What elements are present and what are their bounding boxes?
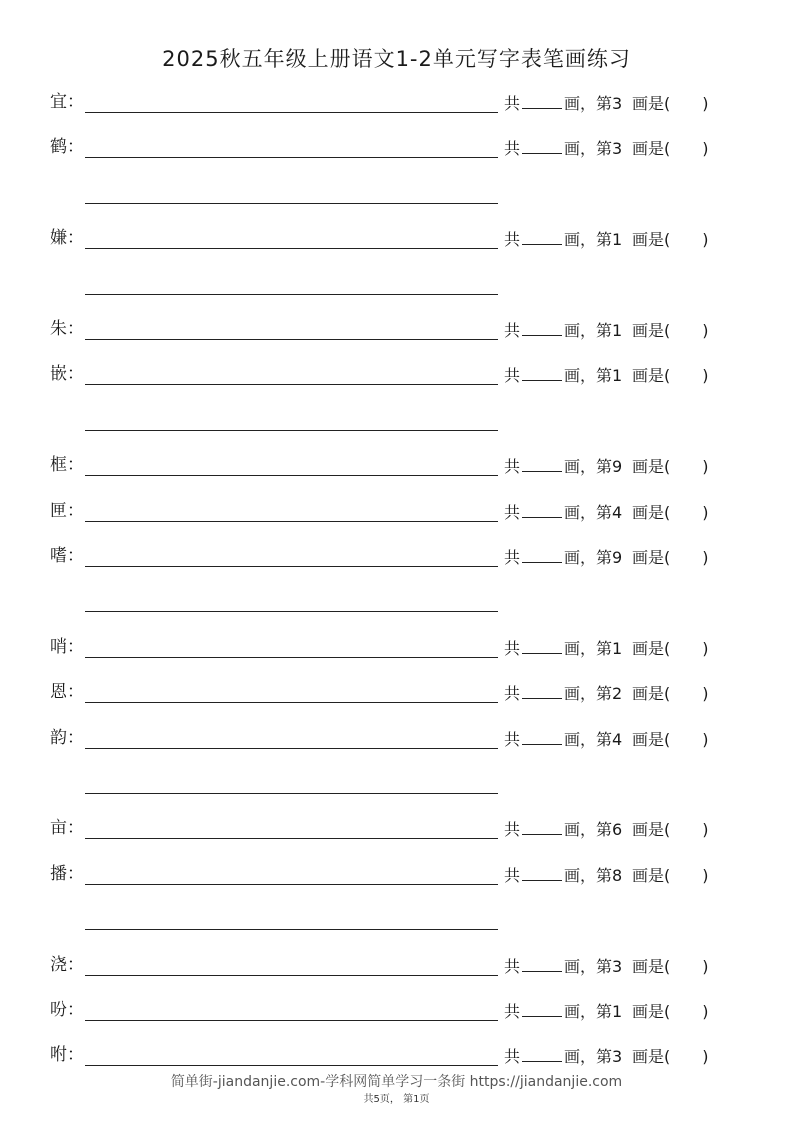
close-paren: ) xyxy=(702,638,709,658)
total-label: 共 xyxy=(504,230,521,250)
target-character: 播： xyxy=(50,863,84,884)
close-paren: ) xyxy=(702,366,709,386)
close-paren: ) xyxy=(702,139,709,159)
exercise-row xyxy=(0,497,793,527)
footer-source: 简单街-jiandanjie.com-学科网简单学习一条街 https://jiandanjie.com xyxy=(170,1074,623,1090)
stroke-mid-label: 画，第 xyxy=(564,729,613,749)
stroke-end-label: 画是( xyxy=(632,94,671,113)
stroke-mid-label: 画，第 xyxy=(564,321,613,340)
stroke-count-blank[interactable] xyxy=(522,317,562,336)
stroke-index: 6 xyxy=(612,820,623,840)
total-label: 共 xyxy=(504,865,521,885)
target-character: 嫌： xyxy=(50,228,84,249)
stroke-question xyxy=(504,953,709,979)
target-character: 框： xyxy=(50,455,84,476)
footer-page-count: 共5页， 第1页 xyxy=(363,1094,430,1105)
total-label: 共 xyxy=(504,457,521,477)
stroke-count-blank[interactable] xyxy=(522,135,562,154)
close-paren: ) xyxy=(702,457,709,477)
stroke-mid-label: 画，第 xyxy=(564,139,613,159)
stroke-end-label: 画是( xyxy=(632,366,671,386)
stroke-mid-label: 画，第 xyxy=(564,865,613,885)
total-label: 共 xyxy=(504,729,521,749)
stroke-question xyxy=(504,362,709,388)
stroke-end-label: 画是( xyxy=(632,457,671,477)
writing-line-continued[interactable] xyxy=(85,611,498,612)
exercise-row xyxy=(0,1041,793,1071)
writing-line[interactable] xyxy=(85,838,498,839)
total-label: 共 xyxy=(504,502,521,522)
total-label: 共 xyxy=(504,139,521,159)
close-paren: ) xyxy=(702,729,709,749)
stroke-mid-label: 画，第 xyxy=(564,548,613,567)
stroke-count-blank[interactable] xyxy=(522,816,562,835)
total-label: 共 xyxy=(504,638,521,658)
stroke-index: 8 xyxy=(612,865,623,885)
exercise-row xyxy=(0,88,793,118)
writing-line-continued[interactable] xyxy=(85,203,498,204)
exercise-row xyxy=(0,814,793,844)
continuation-row xyxy=(0,406,793,436)
target-character: 嵌： xyxy=(50,364,84,385)
stroke-index: 4 xyxy=(612,729,623,749)
exercise-row xyxy=(0,451,793,481)
continuation-row xyxy=(0,270,793,300)
writing-line-continued[interactable] xyxy=(85,929,498,930)
total-label: 共 xyxy=(504,1047,521,1067)
target-character: 恩： xyxy=(50,682,84,703)
total-label: 共 xyxy=(504,1002,521,1021)
target-character: 朱： xyxy=(50,319,84,339)
stroke-index: 3 xyxy=(612,956,623,976)
stroke-question xyxy=(504,544,709,570)
close-paren: ) xyxy=(702,684,709,704)
writing-line[interactable] xyxy=(85,475,498,476)
close-paren: ) xyxy=(702,820,709,840)
target-character: 嗜： xyxy=(50,546,84,566)
stroke-mid-label: 画，第 xyxy=(564,94,613,113)
stroke-index: 4 xyxy=(612,502,623,522)
stroke-question xyxy=(504,453,709,479)
total-label: 共 xyxy=(504,548,521,567)
stroke-index: 3 xyxy=(612,94,623,113)
stroke-mid-label: 画，第 xyxy=(564,956,613,976)
total-label: 共 xyxy=(504,956,521,976)
stroke-question xyxy=(504,635,709,661)
stroke-end-label: 画是( xyxy=(632,684,671,704)
close-paren: ) xyxy=(702,321,709,340)
close-paren: ) xyxy=(702,865,709,885)
stroke-question xyxy=(504,226,709,252)
exercise-row xyxy=(0,542,793,572)
writing-line[interactable] xyxy=(85,748,498,749)
stroke-mid-label: 画，第 xyxy=(564,1002,613,1021)
writing-line[interactable] xyxy=(85,339,498,340)
stroke-mid-label: 画，第 xyxy=(564,638,613,658)
target-character: 宜： xyxy=(50,92,84,112)
exercise-row xyxy=(0,360,793,390)
continuation-row xyxy=(0,179,793,209)
target-character: 浇： xyxy=(50,954,84,975)
close-paren: ) xyxy=(702,1047,709,1067)
stroke-count-blank[interactable] xyxy=(522,998,562,1017)
exercise-row xyxy=(0,678,793,708)
target-character: 韵： xyxy=(50,727,84,748)
stroke-end-label: 画是( xyxy=(632,230,671,250)
target-character: 哨： xyxy=(50,636,84,657)
stroke-end-label: 画是( xyxy=(632,820,671,840)
stroke-mid-label: 画，第 xyxy=(564,502,613,522)
stroke-question xyxy=(504,726,709,752)
stroke-end-label: 画是( xyxy=(632,321,671,340)
writing-line[interactable] xyxy=(85,112,498,113)
target-character: 亩： xyxy=(50,818,84,839)
writing-line[interactable] xyxy=(85,884,498,885)
stroke-index: 1 xyxy=(612,1002,623,1021)
writing-line[interactable] xyxy=(85,566,498,567)
stroke-question xyxy=(504,317,709,343)
stroke-index: 3 xyxy=(612,139,623,159)
stroke-count-blank[interactable] xyxy=(522,453,562,472)
target-character: 吩： xyxy=(50,1000,84,1020)
total-label: 共 xyxy=(504,94,521,113)
writing-line[interactable] xyxy=(85,521,498,522)
stroke-index: 2 xyxy=(612,684,623,704)
stroke-end-label: 画是( xyxy=(632,638,671,658)
exercise-row xyxy=(0,724,793,754)
close-paren: ) xyxy=(702,1002,709,1021)
stroke-index: 3 xyxy=(612,1047,623,1067)
stroke-question xyxy=(504,499,709,525)
stroke-end-label: 画是( xyxy=(632,548,671,567)
close-paren: ) xyxy=(702,94,709,113)
stroke-index: 9 xyxy=(612,457,623,477)
total-label: 共 xyxy=(504,366,521,386)
stroke-index: 9 xyxy=(612,548,623,567)
stroke-index: 1 xyxy=(612,321,623,340)
total-label: 共 xyxy=(504,321,521,340)
close-paren: ) xyxy=(702,230,709,250)
writing-line-continued[interactable] xyxy=(85,430,498,431)
stroke-question xyxy=(504,862,709,888)
stroke-question xyxy=(504,816,709,842)
stroke-mid-label: 画，第 xyxy=(564,684,613,704)
writing-line[interactable] xyxy=(85,1020,498,1021)
writing-line[interactable] xyxy=(85,702,498,703)
exercise-row xyxy=(0,224,793,254)
close-paren: ) xyxy=(702,956,709,976)
stroke-mid-label: 画，第 xyxy=(564,1047,613,1067)
total-label: 共 xyxy=(504,820,521,840)
target-character: 咐： xyxy=(50,1045,84,1066)
stroke-count-blank[interactable] xyxy=(522,726,562,745)
stroke-end-label: 画是( xyxy=(632,502,671,522)
writing-line[interactable] xyxy=(85,248,498,249)
stroke-count-blank[interactable] xyxy=(522,226,562,245)
exercise-row xyxy=(0,996,793,1026)
exercise-row xyxy=(0,860,793,890)
writing-line-continued[interactable] xyxy=(85,793,498,794)
stroke-count-blank[interactable] xyxy=(522,862,562,881)
continuation-row xyxy=(0,769,793,799)
stroke-count-blank[interactable] xyxy=(522,953,562,972)
writing-line[interactable] xyxy=(85,157,498,158)
writing-line-continued[interactable] xyxy=(85,294,498,295)
exercise-row xyxy=(0,133,793,163)
target-character: 鹤： xyxy=(50,137,84,158)
stroke-end-label: 画是( xyxy=(632,729,671,749)
stroke-index: 1 xyxy=(612,366,623,386)
stroke-index: 1 xyxy=(612,638,623,658)
stroke-question xyxy=(504,998,709,1024)
stroke-count-blank[interactable] xyxy=(522,90,562,109)
exercise-row xyxy=(0,633,793,663)
stroke-count-blank[interactable] xyxy=(522,635,562,654)
stroke-question xyxy=(504,1043,709,1069)
stroke-count-blank[interactable] xyxy=(522,680,562,699)
stroke-mid-label: 画，第 xyxy=(564,230,613,250)
writing-line[interactable] xyxy=(85,1065,498,1066)
continuation-row xyxy=(0,587,793,617)
writing-line[interactable] xyxy=(85,657,498,658)
page-title: 2025秋五年级上册语文1-2单元写字表笔画练习 xyxy=(162,47,631,71)
close-paren: ) xyxy=(702,502,709,522)
stroke-count-blank[interactable] xyxy=(522,1043,562,1062)
stroke-mid-label: 画，第 xyxy=(564,820,613,840)
total-label: 共 xyxy=(504,684,521,704)
stroke-mid-label: 画，第 xyxy=(564,457,613,477)
exercise-row xyxy=(0,315,793,345)
stroke-count-blank[interactable] xyxy=(522,499,562,518)
stroke-end-label: 画是( xyxy=(632,139,671,159)
stroke-count-blank[interactable] xyxy=(522,362,562,381)
stroke-end-label: 画是( xyxy=(632,1047,671,1067)
stroke-index: 1 xyxy=(612,230,623,250)
writing-line[interactable] xyxy=(85,384,498,385)
continuation-row xyxy=(0,905,793,935)
stroke-end-label: 画是( xyxy=(632,865,671,885)
stroke-question xyxy=(504,90,709,116)
stroke-question xyxy=(504,135,709,161)
stroke-end-label: 画是( xyxy=(632,1002,671,1021)
exercise-row xyxy=(0,951,793,981)
stroke-mid-label: 画，第 xyxy=(564,366,613,386)
writing-line[interactable] xyxy=(85,975,498,976)
stroke-end-label: 画是( xyxy=(632,956,671,976)
close-paren: ) xyxy=(702,548,709,567)
stroke-question xyxy=(504,680,709,706)
target-character: 匣： xyxy=(50,500,84,521)
stroke-count-blank[interactable] xyxy=(522,544,562,563)
